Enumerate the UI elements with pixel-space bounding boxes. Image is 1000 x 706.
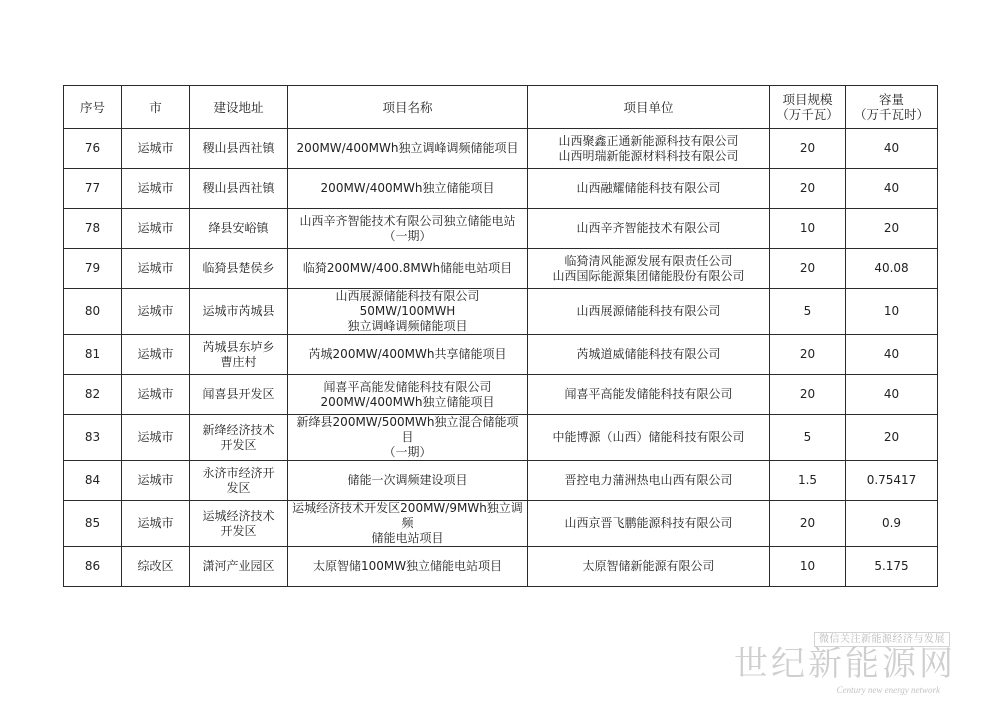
table-cell	[288, 415, 528, 461]
table-cell	[288, 547, 528, 587]
cell-text: 运城经济技术 开发区	[202, 508, 275, 538]
cell-text: 山西展源储能科技有限公司	[576, 304, 721, 318]
table-cell	[288, 249, 528, 289]
table-cell	[770, 129, 846, 169]
cell-text: 20	[799, 141, 816, 155]
cell-text: 78	[84, 221, 101, 235]
table-cell	[846, 375, 938, 415]
cell-text: 79	[84, 261, 101, 275]
table-cell	[770, 461, 846, 501]
cell-text: 20	[883, 430, 900, 444]
table-cell	[64, 335, 122, 375]
table-cell	[288, 501, 528, 547]
column-header	[64, 86, 122, 129]
table-row	[64, 129, 938, 169]
cell-text: 运城市	[137, 430, 174, 444]
table-cell	[122, 415, 190, 461]
table-cell	[122, 547, 190, 587]
cell-text: 运城市	[137, 473, 174, 487]
cell-text: 山西展源储能科技有限公司50MW/100MWH 独立调峰调频储能项目	[335, 289, 480, 333]
cell-text: 200MW/400MWh独立储能项目	[320, 181, 495, 195]
table-cell	[190, 547, 288, 587]
cell-text: 10	[799, 559, 816, 573]
table-cell	[528, 461, 770, 501]
cell-text: 85	[84, 516, 101, 530]
table-cell	[528, 249, 770, 289]
cell-text: 40	[883, 181, 900, 195]
table-row	[64, 335, 938, 375]
cell-text: 200MW/400MWh独立调峰调频储能项目	[296, 141, 519, 155]
table-cell	[528, 129, 770, 169]
cell-text: 稷山县西社镇	[202, 181, 275, 195]
table-cell	[770, 415, 846, 461]
column-header	[528, 86, 770, 129]
cell-text: 运城市	[137, 516, 174, 530]
table-cell	[64, 169, 122, 209]
cell-text: 运城市	[137, 347, 174, 361]
cell-text: 5	[803, 304, 812, 318]
table-cell	[528, 547, 770, 587]
cell-text: 40	[883, 347, 900, 361]
table-cell	[190, 129, 288, 169]
table-row	[64, 415, 938, 461]
cell-text: 临猗县楚侯乡	[202, 261, 275, 275]
table-row	[64, 375, 938, 415]
table-cell	[288, 461, 528, 501]
table-cell	[528, 501, 770, 547]
table-cell	[122, 375, 190, 415]
project-table	[63, 85, 938, 587]
cell-text: 运城市	[137, 387, 174, 401]
column-header-label: 建设地址	[213, 99, 264, 115]
table-cell	[190, 209, 288, 249]
table-cell	[288, 209, 528, 249]
cell-text: 86	[84, 559, 101, 573]
table-cell	[190, 461, 288, 501]
cell-text: 芮城道威储能科技有限公司	[576, 347, 721, 361]
table-cell	[190, 415, 288, 461]
table-cell	[190, 375, 288, 415]
cell-text: 山西京晋飞鹏能源科技有限公司	[564, 516, 733, 530]
cell-text: 山西聚鑫正通新能源科技有限公司 山西明瑞新能源材料科技有限公司	[558, 133, 739, 163]
table-cell	[770, 501, 846, 547]
table-cell	[770, 375, 846, 415]
table-cell	[528, 415, 770, 461]
table-cell	[64, 129, 122, 169]
cell-text: 永济市经济开 发区	[202, 465, 275, 495]
table-cell	[288, 169, 528, 209]
table-cell	[64, 249, 122, 289]
column-header	[190, 86, 288, 129]
watermark-english: Century new energy network	[836, 685, 940, 695]
cell-text: 山西融耀储能科技有限公司	[576, 181, 721, 195]
table-cell	[64, 375, 122, 415]
table-cell	[122, 249, 190, 289]
cell-text: 新绛经济技术 开发区	[202, 422, 275, 452]
column-header-label: 项目规模 （万千瓦）	[776, 92, 839, 122]
table-cell	[64, 547, 122, 587]
cell-text: 76	[84, 141, 101, 155]
table-cell	[190, 501, 288, 547]
table-row	[64, 289, 938, 335]
table-cell	[846, 169, 938, 209]
column-header	[288, 86, 528, 129]
table-cell	[190, 335, 288, 375]
table-header-row	[64, 86, 938, 129]
table-cell	[64, 289, 122, 335]
cell-text: 40	[883, 141, 900, 155]
table-cell	[190, 249, 288, 289]
cell-text: 运城市	[137, 141, 174, 155]
cell-text: 芮城200MW/400MWh共享储能项目	[308, 347, 507, 361]
table-cell	[190, 289, 288, 335]
table-cell	[846, 547, 938, 587]
cell-text: 中能博源（山西）储能科技有限公司	[552, 430, 745, 444]
cell-text: 84	[84, 473, 101, 487]
cell-text: 20	[799, 181, 816, 195]
table-cell	[770, 335, 846, 375]
cell-text: 潇河产业园区	[202, 559, 275, 573]
cell-text: 20	[799, 516, 816, 530]
table-cell	[528, 289, 770, 335]
cell-text: 0.75417	[866, 473, 917, 487]
cell-text: 80	[84, 304, 101, 318]
table-cell	[122, 169, 190, 209]
cell-text: 运城市	[137, 181, 174, 195]
cell-text: 5	[803, 430, 812, 444]
column-header	[122, 86, 190, 129]
column-header-label: 市	[149, 99, 162, 115]
cell-text: 20	[799, 387, 816, 401]
table-cell	[122, 461, 190, 501]
cell-text: 绛县安峪镇	[208, 221, 269, 235]
cell-text: 1.5	[797, 473, 818, 487]
column-header	[846, 86, 938, 129]
table-cell	[770, 249, 846, 289]
table-cell	[64, 209, 122, 249]
cell-text: 运城市	[137, 221, 174, 235]
table-row	[64, 209, 938, 249]
table-cell	[288, 375, 528, 415]
watermark-tagline: 微信关注新能源经济与发展	[814, 632, 950, 647]
cell-text: 闻喜县开发区	[202, 387, 275, 401]
table-cell	[64, 461, 122, 501]
cell-text: 芮城县东垆乡 曹庄村	[202, 339, 275, 369]
table-cell	[122, 335, 190, 375]
table-cell	[122, 129, 190, 169]
table-cell	[288, 335, 528, 375]
table-cell	[122, 501, 190, 547]
cell-text: 晋控电力蒲洲热电山西有限公司	[564, 473, 733, 487]
cell-text: 稷山县西社镇	[202, 141, 275, 155]
table-cell	[846, 415, 938, 461]
table-cell	[770, 209, 846, 249]
table-cell	[288, 129, 528, 169]
table-cell	[528, 375, 770, 415]
cell-text: 运城市	[137, 261, 174, 275]
table-cell	[846, 289, 938, 335]
cell-text: 40	[883, 387, 900, 401]
cell-text: 0.9	[881, 516, 902, 530]
table-cell	[528, 209, 770, 249]
table-cell	[846, 335, 938, 375]
cell-text: 10	[799, 221, 816, 235]
column-header-label: 序号	[79, 99, 105, 115]
table-row	[64, 461, 938, 501]
cell-text: 山西辛齐智能技术有限公司独立储能电站 （一期）	[299, 213, 516, 243]
table-cell	[846, 461, 938, 501]
table-row	[64, 547, 938, 587]
table-cell	[770, 547, 846, 587]
table-row	[64, 169, 938, 209]
table-row	[64, 501, 938, 547]
column-header-label: 容量 （万千瓦时）	[853, 92, 929, 122]
table-cell	[122, 209, 190, 249]
cell-text: 83	[84, 430, 101, 444]
cell-text: 临猗清风能源发展有限责任公司 山西国际能源集团储能股份有限公司	[552, 253, 745, 283]
cell-text: 储能一次调频建设项目	[347, 473, 468, 487]
table-cell	[846, 249, 938, 289]
table-row	[64, 249, 938, 289]
column-header-label: 项目名称	[382, 99, 433, 115]
cell-text: 闻喜平高能发储能科技有限公司 200MW/400MWh独立储能项目	[320, 379, 495, 409]
table-cell	[122, 289, 190, 335]
table-cell	[846, 501, 938, 547]
table-cell	[64, 415, 122, 461]
cell-text: 临猗200MW/400.8MWh储能电站项目	[302, 261, 513, 275]
table-cell	[846, 209, 938, 249]
cell-text: 10	[883, 304, 900, 318]
cell-text: 新绛县200MW/500MWh独立混合储能项目 （一期）	[296, 415, 519, 459]
table-cell	[846, 129, 938, 169]
watermark-logo: 世纪新能源网	[734, 644, 956, 684]
table-cell	[770, 289, 846, 335]
cell-text: 太原智储100MW独立储能电站项目	[312, 559, 503, 573]
cell-text: 20	[883, 221, 900, 235]
cell-text: 运城市芮城县	[202, 304, 275, 318]
cell-text: 81	[84, 347, 101, 361]
table-cell	[64, 501, 122, 547]
cell-text: 太原智储新能源有限公司	[582, 559, 715, 573]
table-cell	[770, 169, 846, 209]
cell-text: 5.175	[874, 559, 909, 573]
table-cell	[528, 169, 770, 209]
cell-text: 闻喜平高能发储能科技有限公司	[564, 387, 733, 401]
table-cell	[288, 289, 528, 335]
cell-text: 综改区	[137, 559, 174, 573]
cell-text: 82	[84, 387, 101, 401]
cell-text: 山西辛齐智能技术有限公司	[576, 221, 721, 235]
cell-text: 20	[799, 261, 816, 275]
cell-text: 77	[84, 181, 101, 195]
table-cell	[528, 335, 770, 375]
column-header-label: 项目单位	[623, 99, 674, 115]
cell-text: 运城经济技术开发区200MW/9MWh独立调频 储能电站项目	[292, 501, 523, 545]
cell-text: 20	[799, 347, 816, 361]
column-header	[770, 86, 846, 129]
cell-text: 40.08	[874, 261, 909, 275]
table-cell	[190, 169, 288, 209]
cell-text: 运城市	[137, 304, 174, 318]
